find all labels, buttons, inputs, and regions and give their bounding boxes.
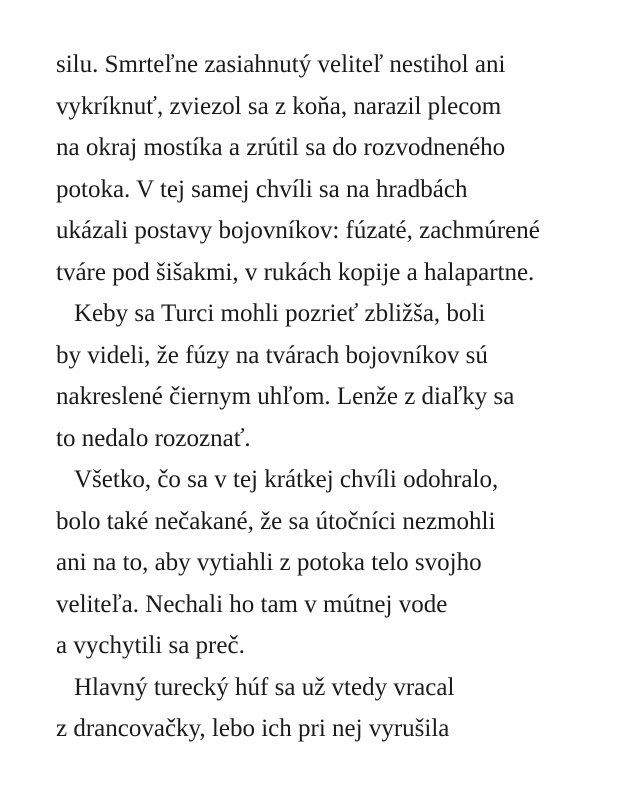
text-line: silu. Smrteľne zasiahnutý veliteľ nestihol ani [56,51,506,78]
text-line: ani na to, aby vytiahli z potoka telo svojho [56,549,482,576]
text-line: Všetko, čo sa v tej krátkej chvíli odohralo, [74,466,499,493]
text-line: tváre pod šišakmi, v rukách kopije a halapartne. [56,258,535,286]
text-line: nakreslené čiernym uhľom. Lenže z diaľky sa [56,383,515,410]
text-line: ukázali postavy bojovníkov: fúzaté, zachmúrené [56,217,540,244]
text-line: Keby sa Turci mohli pozrieť zbližša, boli [74,300,486,327]
text-line: a vychytili sa preč. [56,632,245,659]
text-line: na okraj mostíka a zrútil sa do rozvodneného [56,134,506,161]
text-line: bolo také nečakané, že sa útočníci nezmohli [56,507,496,535]
text-line: z drancovačky, lebo ich pri nej vyrušila [56,715,450,742]
paragraph-4 [56,667,616,750]
text-line: vykríknuť, zviezol sa z koňa, narazil plecom [56,92,502,120]
text-line: veliteľa. Nechali ho tam v mútnej vode [56,590,448,618]
text-line: Hlavný turecký húf sa už vtedy vracal [74,673,455,701]
text-line: potoka. V tej samej chvíli sa na hradbách [56,175,468,203]
paragraph-3 [56,459,616,667]
page-text [56,44,616,750]
text-line: to nedalo rozoznať. [56,424,251,452]
paragraph-2 [56,293,616,459]
paragraph-1 [56,44,616,293]
text-line: by videli, že fúzy na tvárach bojovníkov sú [56,341,488,369]
